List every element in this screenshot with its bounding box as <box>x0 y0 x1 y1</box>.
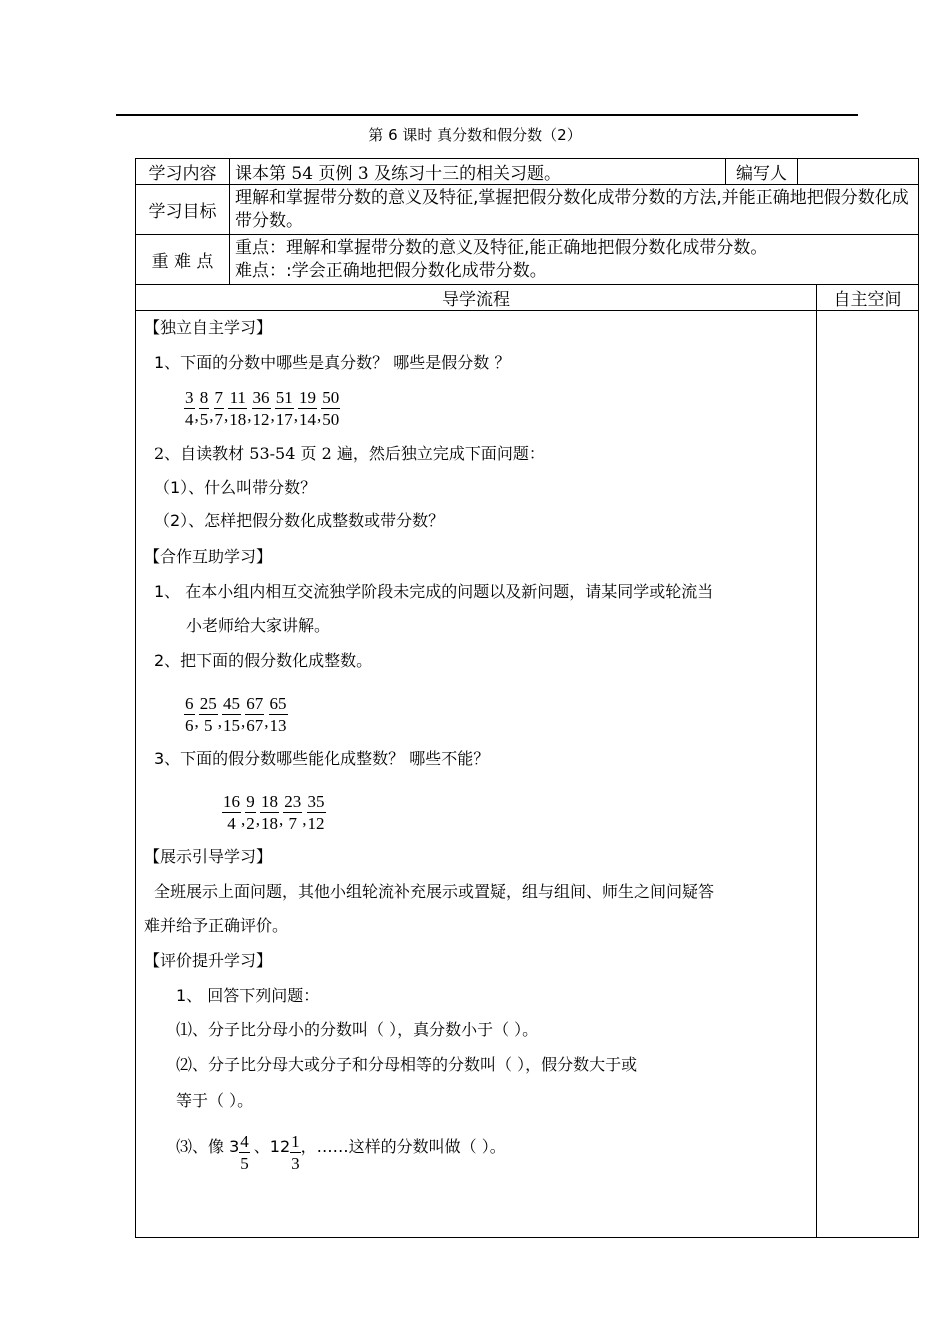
numerator: 65 <box>269 694 287 713</box>
comma-separator: , <box>194 711 199 731</box>
denominator: 7 <box>288 814 297 833</box>
fraction <box>199 387 210 430</box>
denominator: 12 <box>252 410 270 429</box>
mixed-fraction-2 <box>290 1131 301 1174</box>
section4-b2: 等于（ ）。 <box>176 1091 254 1110</box>
numerator: 51 <box>275 388 293 407</box>
mixed-fraction-1 <box>239 1131 250 1174</box>
section1-q2: 2、自读教材 53-54 页 2 遍，然后独立完成下面问题： <box>154 444 545 463</box>
comma-separator: , <box>217 711 222 731</box>
key-point: 重点：理解和掌握带分数的意义及特征,能正确地把假分数化成带分数。 <box>235 237 768 258</box>
fraction <box>184 387 195 430</box>
fraction <box>228 387 247 430</box>
numerator: 36 <box>252 388 270 407</box>
section3-line1: 全班展示上面问题，其他小组轮流补充展示或置疑，组与组间、师生之间问疑答 <box>154 882 715 901</box>
section4-a: ⑴、分子比分母小的分数叫（ ），真分数小于（ ）。 <box>176 1020 539 1039</box>
space-body <box>817 311 919 1238</box>
numerator: 50 <box>322 388 340 407</box>
denominator: 15 <box>223 716 240 735</box>
section2-q3: 3、下面的假分数哪些能化成整数？ 哪些不能？ <box>154 749 490 768</box>
denominator: 13 <box>269 716 287 735</box>
section2-heading: 【合作互助学习】 <box>144 547 273 566</box>
goal-label: 学习目标 <box>136 185 230 235</box>
comma-separator: , <box>279 809 284 829</box>
comma-separator: , <box>270 405 275 425</box>
header-rule <box>116 114 858 116</box>
section4-q1: 1、 回答下列问题： <box>176 986 320 1005</box>
section2-q1-line1: 1、 在本小组内相互交流独学阶段未完成的问题以及新问题，请某同学或轮流当 <box>154 582 714 601</box>
denominator: 12 <box>307 814 325 833</box>
key-text <box>230 235 919 285</box>
space-header: 自主空间 <box>817 285 919 311</box>
section4-c-pre: ⑶、像 3 <box>176 1137 240 1156</box>
denominator: 4 <box>227 814 236 833</box>
section1-q2a: （1）、什么叫带分数？ <box>154 478 317 497</box>
section1-heading: 【独立自主学习】 <box>144 318 273 337</box>
section2-q1-line2: 小老师给大家讲解。 <box>186 616 331 635</box>
content-label: 学习内容 <box>136 159 230 185</box>
fraction <box>252 387 271 430</box>
section1-q1: 1、下面的分数中哪些是真分数？ 哪些是假分数 ？ <box>154 353 511 372</box>
section4-c <box>176 1131 506 1174</box>
fraction-row-2 <box>184 693 288 736</box>
comma-separator: , <box>317 405 322 425</box>
numerator: 35 <box>307 792 325 811</box>
denominator: 5 <box>199 410 209 429</box>
section4-c-post: ，……这样的分数叫做（ ）。 <box>300 1137 506 1156</box>
comma-separator: , <box>255 809 260 829</box>
section1-q2b: （2）、怎样把假分数化成整数或带分数？ <box>154 511 445 530</box>
flow-body <box>136 311 817 1238</box>
numerator: 18 <box>261 792 278 811</box>
numerator: 19 <box>299 388 316 407</box>
denominator: 4 <box>185 410 194 429</box>
section4-heading: 【评价提升学习】 <box>144 951 273 970</box>
comma-separator: , <box>209 405 214 425</box>
fraction <box>245 693 264 736</box>
comma-separator: , <box>194 405 199 425</box>
author-label: 编写人 <box>726 159 798 185</box>
fraction <box>199 693 218 736</box>
section4-c-mid: 、12 <box>253 1137 291 1156</box>
section3-heading: 【展示引导学习】 <box>144 847 273 866</box>
comma-separator: , <box>302 809 307 829</box>
content-text: 课本第 54 页例 3 及练习十三的相关习题。 <box>230 159 726 185</box>
fraction-row-3 <box>222 791 326 834</box>
comma-separator: , <box>264 711 269 731</box>
fraction <box>214 387 225 430</box>
numerator: 25 <box>199 694 217 713</box>
fraction <box>260 791 279 834</box>
fraction <box>321 387 340 430</box>
numerator: 1 <box>291 1132 300 1151</box>
fraction <box>222 791 241 834</box>
denominator: 17 <box>275 410 293 429</box>
denominator: 18 <box>261 814 278 833</box>
fraction <box>184 693 195 736</box>
section3-line2: 难并给予正确评价。 <box>144 916 289 935</box>
fraction <box>307 791 326 834</box>
goal-text: 理解和掌握带分数的意义及特征,掌握把假分数化成带分数的方法,并能正确地把假分数化成带分数。 <box>230 185 919 235</box>
denominator: 18 <box>229 410 247 429</box>
page-title: 第 6 课时 真分数和假分数（2） <box>368 126 582 144</box>
fraction <box>298 387 317 430</box>
fraction <box>283 791 302 834</box>
denominator: 67 <box>246 716 264 735</box>
lesson-table <box>135 158 919 1238</box>
numerator: 23 <box>284 792 302 811</box>
numerator: 7 <box>214 388 223 407</box>
key-label: 重 难 点 <box>136 235 230 285</box>
numerator: 4 <box>240 1132 249 1151</box>
numerator: 45 <box>223 694 240 713</box>
denominator: 5 <box>240 1154 249 1173</box>
numerator: 9 <box>246 792 255 811</box>
denominator: 2 <box>246 814 255 833</box>
comma-separator: , <box>241 809 246 829</box>
comma-separator: , <box>293 405 298 425</box>
fraction <box>222 693 241 736</box>
denominator: 5 <box>204 716 213 735</box>
flow-header: 导学流程 <box>136 285 817 311</box>
numerator: 8 <box>199 388 209 407</box>
difficulty: 难点：:学会正确地把假分数化成带分数。 <box>235 260 547 281</box>
numerator: 3 <box>185 388 194 407</box>
numerator: 16 <box>223 792 240 811</box>
fraction-row-1 <box>184 387 340 430</box>
author-value <box>798 159 919 185</box>
numerator: 6 <box>185 694 194 713</box>
denominator: 14 <box>299 410 316 429</box>
comma-separator: , <box>247 405 252 425</box>
fraction <box>275 387 294 430</box>
denominator: 6 <box>185 716 194 735</box>
fraction <box>245 791 256 834</box>
comma-separator: , <box>241 711 246 731</box>
section4-b1: ⑵、分子比分母大或分子和分母相等的分数叫（ ），假分数大于或 <box>176 1055 638 1074</box>
numerator: 11 <box>229 388 246 407</box>
numerator: 67 <box>246 694 264 713</box>
section2-q2: 2、把下面的假分数化成整数。 <box>154 651 373 670</box>
comma-separator: , <box>224 405 229 425</box>
denominator: 50 <box>322 410 340 429</box>
denominator: 7 <box>214 410 223 429</box>
fraction <box>269 693 288 736</box>
denominator: 3 <box>291 1154 300 1173</box>
